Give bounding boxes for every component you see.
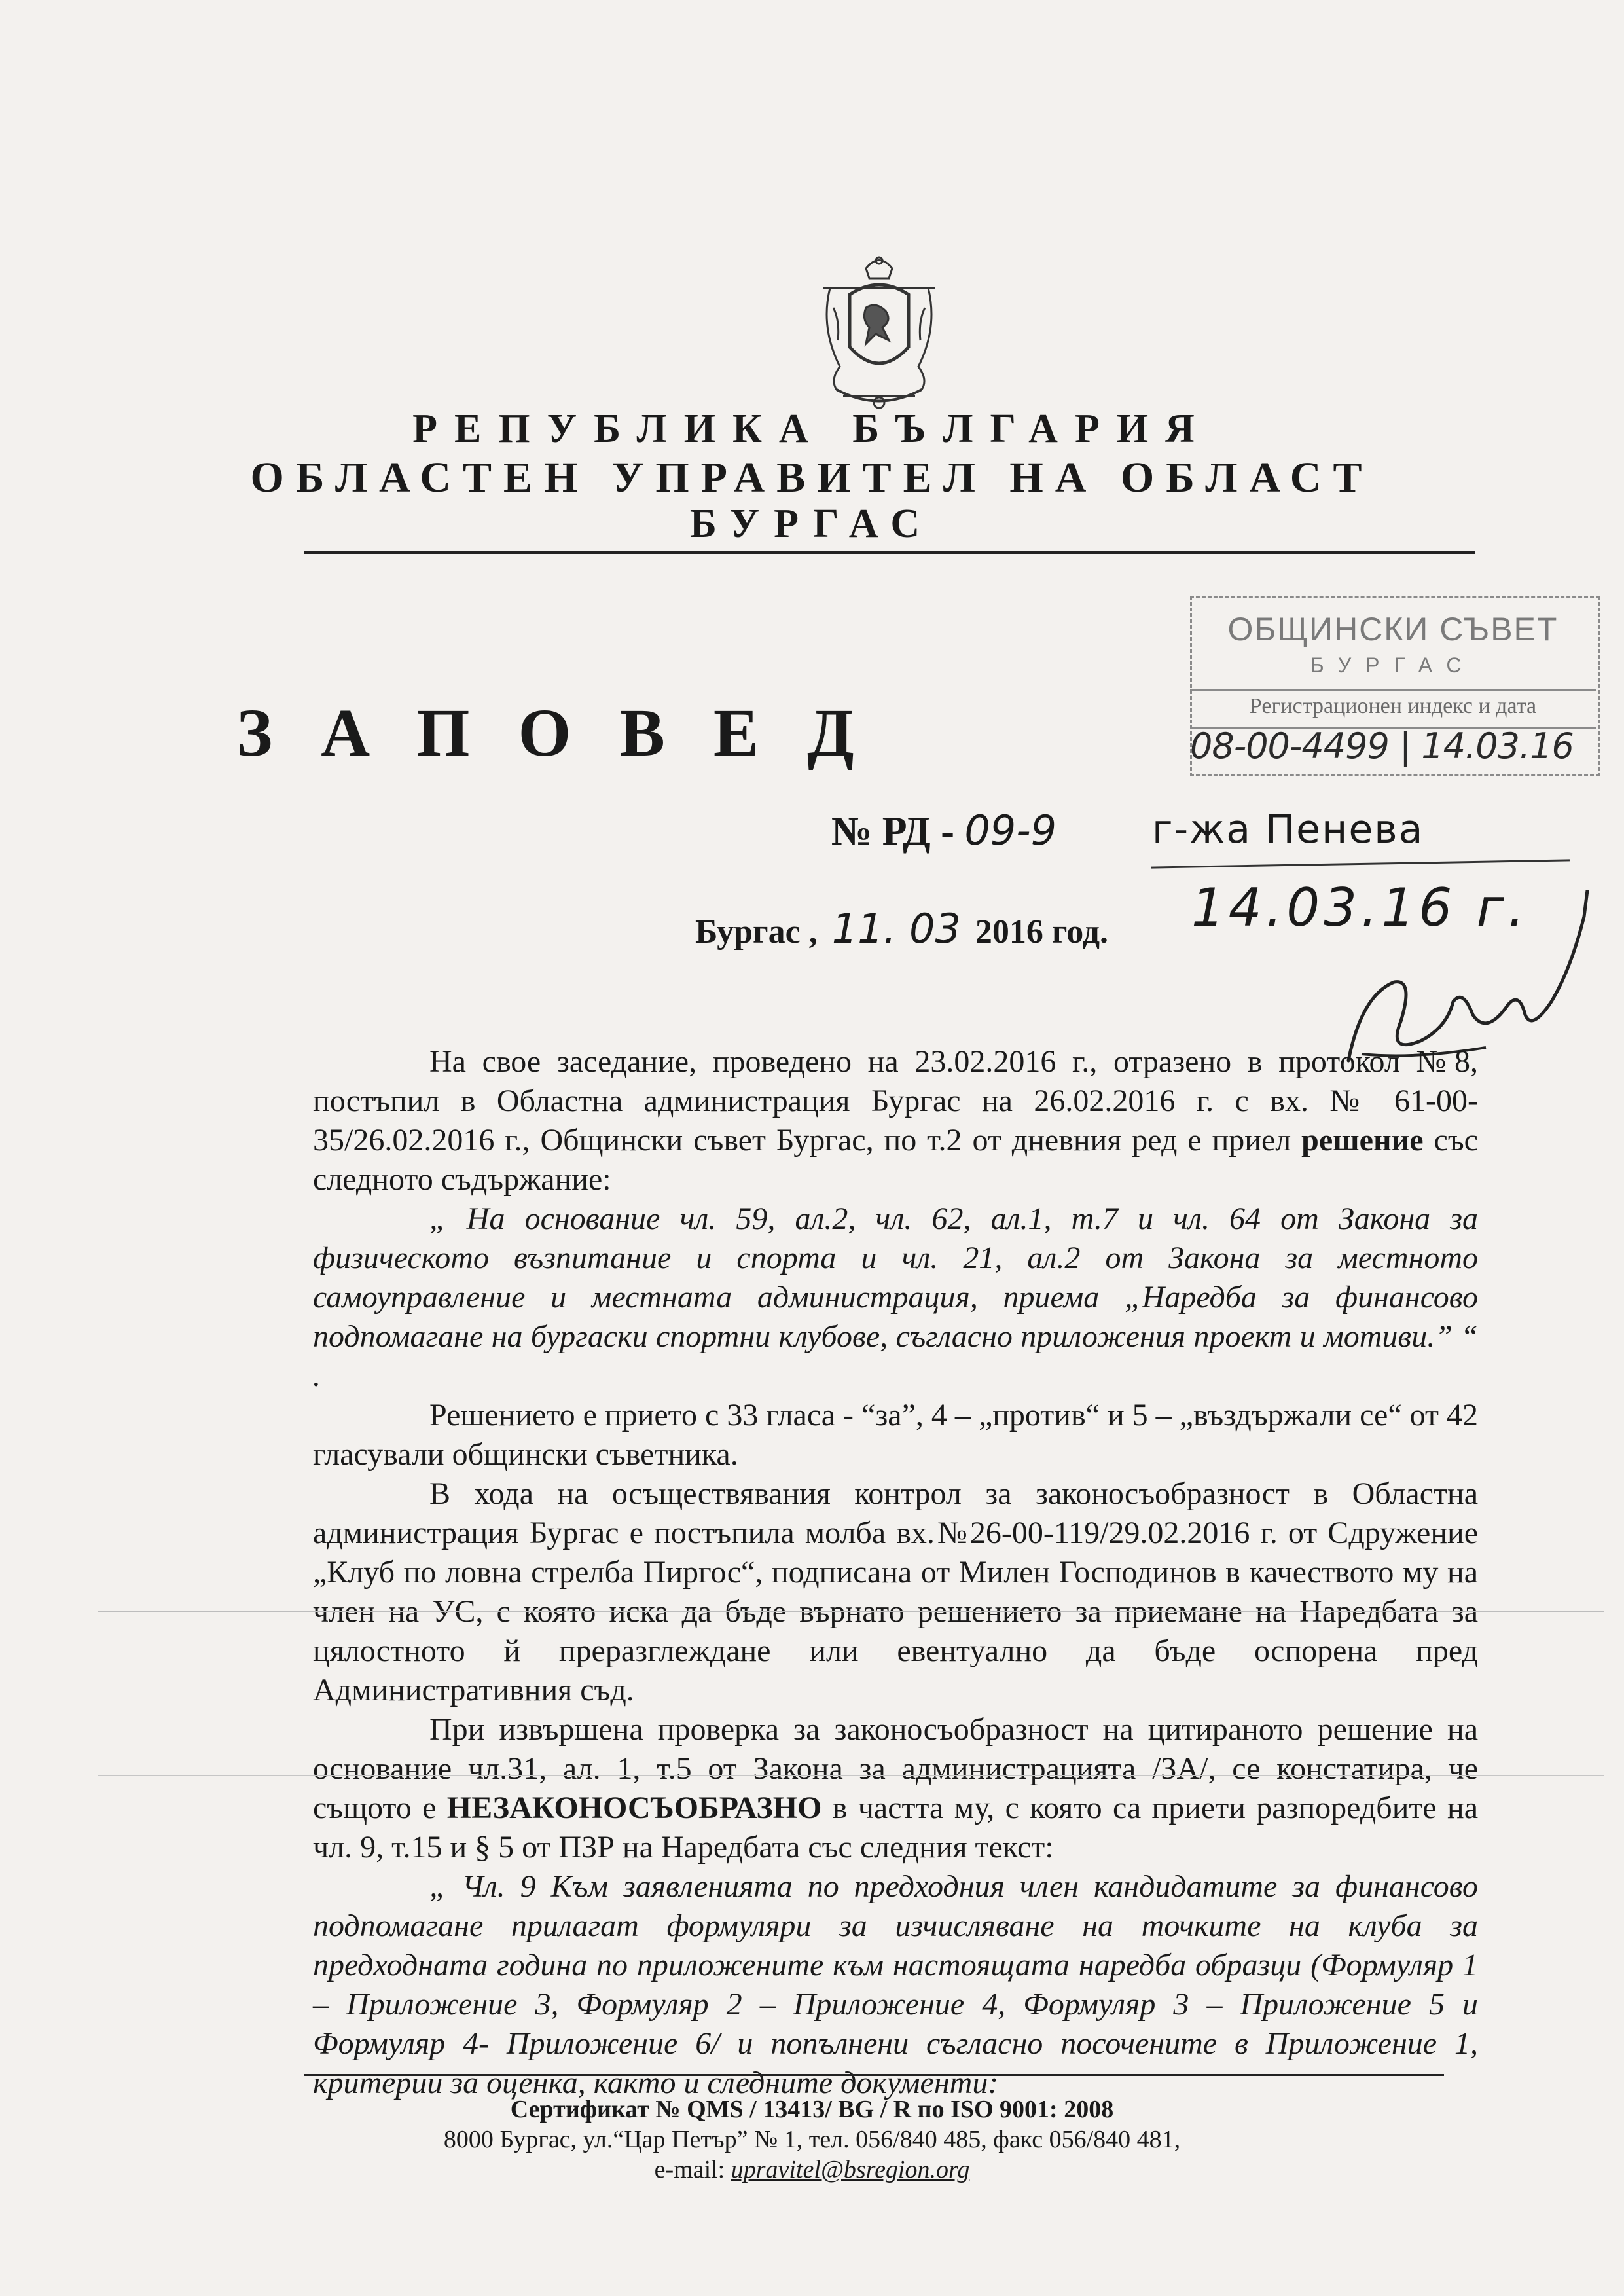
- footer-email-link[interactable]: upravitel@bsregion.org: [731, 2156, 970, 2183]
- coat-of-arms-icon: [804, 249, 954, 419]
- footer-email-label: e-mail:: [654, 2156, 731, 2183]
- stamp-label: Регистрационен индекс и дата: [1249, 694, 1537, 718]
- paragraph-request: В хода на осъществявания контрол за законосъобразност в Областна администрация Бургас е постъпила молба вх.№26-00-119/29.02.2016 г. от Сдружение „Клуб по ловна стрелба Пиргос“, подписана от Милен Господинов в качеството му на член на УС, с която иска да бъде върнато решението за приемане на Наредбата за цялостното й преразглеждане или евентуално да бъде оспорена пред Административния съд.: [313, 1476, 1478, 1707]
- paragraph-findings: [313, 1710, 1478, 1867]
- scan-artifact-line: [98, 1611, 1604, 1612]
- scan-artifact-line: [98, 1775, 1604, 1776]
- order-place-date: [695, 905, 1108, 953]
- paragraph-decision-quote: „ На основание чл. 59, ал.2, чл. 62, ал.1, т.7 и чл. 64 от Закона за физическото възпитание и спорта и чл. 21, ал.2 от Закона за местното самоуправление и местната администрация, приема „Наредба за финансово подпомагане на бургаски спортни клубове, съгласно приложения проект и мотиви.” “ .: [313, 1201, 1478, 1393]
- header-divider: [304, 551, 1475, 554]
- handwritten-underline: [1151, 859, 1570, 868]
- paragraph-session: [313, 1042, 1478, 1199]
- paragraph-emphasis: НЕЗАКОНОСЪОБРАЗНО: [446, 1791, 822, 1825]
- stamp-org: ОБЩИНСКИ СЪВЕТ: [1227, 611, 1559, 647]
- paragraph-text: със следното съдържание:: [313, 1123, 1478, 1197]
- order-date-handwritten: 11. 03: [831, 905, 961, 953]
- paragraph-text: На свое заседание, проведено на 23.02.2016 г., отразено в протокол №8, постъпил в Областна администрация Бургас на 26.02.2016 г. с вх. № 61-00-35/26.02.2016 г., Общински съвет Бургас, по т.2 от дневния ред е приел: [313, 1044, 1478, 1157]
- document-body: [313, 1042, 1478, 2103]
- handwritten-recipient: г-жа Пенева: [1152, 807, 1424, 852]
- paragraph-text: в частта му, с която са приети разпоредбите на чл. 9, т.15 и § 5 от ПЗР на Наредбата със следния текст:: [313, 1791, 1478, 1865]
- stamp-city: БУРГАС: [1310, 653, 1476, 677]
- order-number: [831, 807, 1056, 855]
- order-number-handwritten: 09-9: [964, 807, 1057, 854]
- header-city: БУРГАС: [689, 501, 935, 546]
- paragraph-emphasis: решение: [1301, 1123, 1424, 1157]
- order-place: Бургас ,: [695, 913, 818, 951]
- paragraph-votes: Решението е прието с 33 гласа - “за”, 4 – „против“ и 5 – „въздържали се“ от 42 гласували общински съветника.: [313, 1398, 1478, 1472]
- registration-stamp: [1190, 596, 1609, 786]
- stamp-registration-number: 08-00-4499 | 14.03.16: [1190, 725, 1574, 767]
- paragraph-article-quote: „ Чл. 9 Към заявленията по предходния член кандидатите за финансово подпомагане прилагат формуляри за изчисляване на точките на клуба за предходната година по приложените към настоящата наредба образци (Формуляр 1 – Приложение 3, Формуляр 2 – Приложение 4, Формуляр 3 – Приложение 5 и Формуляр 4- Приложение 6/ и попълнени съгласно посочените в Приложение 1, критерии за оценка, както и следните документи:: [313, 1869, 1478, 2100]
- order-number-label: № РД -: [831, 809, 954, 854]
- header-institution: ОБЛАСТЕН УПРАВИТЕЛ НА ОБЛАСТ: [250, 454, 1374, 501]
- header-country: РЕПУБЛИКА БЪЛГАРИЯ: [412, 407, 1212, 451]
- paragraph-text: При извършена проверка за законосъобразност на цитираното решение на основание чл.31, ал. 1, т.5 от Закона за администрацията /ЗА/, се констатира, че същото е: [313, 1712, 1478, 1825]
- footer-certificate: Сертификат № QMS / 13413/ BG / R по ISO 9001: 2008: [510, 2096, 1114, 2123]
- footer-email-line: [0, 2155, 1624, 2184]
- footer-address: 8000 Бургас, ул.“Цар Петър” № 1, тел. 056/840 485, факс 056/840 481,: [443, 2126, 1181, 2153]
- footer-divider: [304, 2074, 1444, 2076]
- handwritten-date: 14.03.16 г.: [1191, 877, 1529, 938]
- stamp-separator: [1190, 689, 1596, 691]
- document-title: ЗАПОВЕД: [236, 695, 903, 771]
- order-year: 2016 год.: [975, 913, 1109, 951]
